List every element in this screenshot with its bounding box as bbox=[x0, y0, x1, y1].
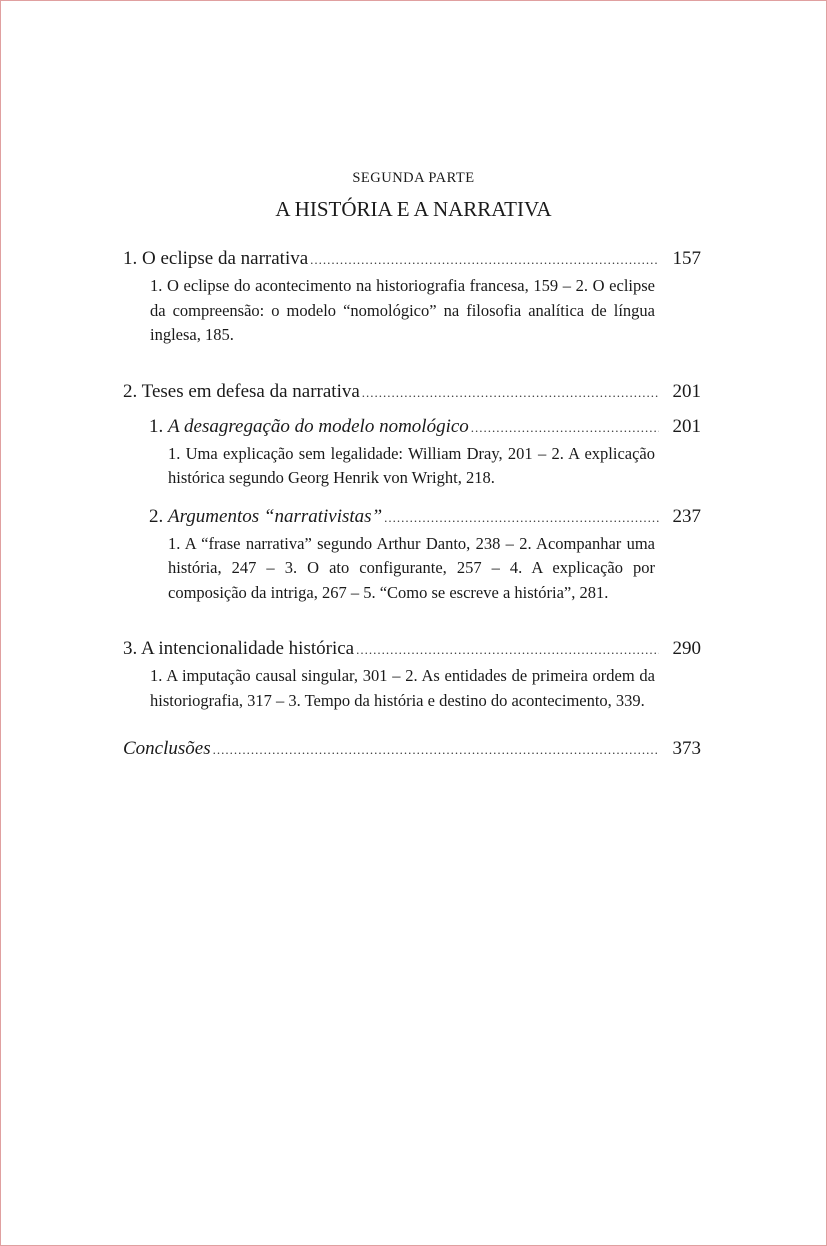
section-2-1-heading: 1. A desagregação do modelo nomológico bbox=[149, 415, 469, 437]
chapter-3-title: A intencionalidade histórica bbox=[140, 638, 355, 659]
dot-leader bbox=[310, 246, 658, 274]
part-title: A HISTÓRIA E A NARRATIVA bbox=[275, 197, 552, 221]
chapter-1-page: 157 bbox=[672, 248, 701, 269]
toc-chapter-3 bbox=[123, 635, 701, 713]
section-2-2-heading: 2. Argumentos “narrativistas” bbox=[149, 505, 383, 527]
toc-chapter-2 bbox=[123, 378, 701, 407]
table-of-contents bbox=[123, 245, 701, 764]
chapter-2-title: Teses em defesa da narrativa bbox=[141, 380, 360, 402]
chapter-1-description: 1. O eclipse do acontecimento na historiografia francesa, 159 – 2. O eclipse da compreensão: o modelo “nomológico” na filosofia analítica de língua inglesa, 185. bbox=[150, 276, 655, 344]
toc-conclusions bbox=[123, 735, 701, 764]
chapter-3-heading: 3. A intencionalidade histórica bbox=[123, 638, 355, 659]
dot-leader bbox=[356, 636, 658, 664]
chapter-2-page: 201 bbox=[672, 380, 701, 402]
toc-chapter-1 bbox=[123, 245, 701, 348]
chapter-3-page: 290 bbox=[672, 638, 701, 659]
section-2-2-description: 1. A “frase narrativa” segundo Arthur Danto, 238 – 2. Acompanhar uma história, 247 – 3. O ato configurante, 257 – 4. A explicação por composição da intriga, 267 – 5. “Como se escreve a história”, 281. bbox=[168, 533, 655, 602]
dot-leader bbox=[213, 736, 659, 764]
conclusions-page: 373 bbox=[672, 738, 701, 759]
section-2-2-title: Argumentos “narrativistas” bbox=[168, 505, 383, 527]
chapter-2-heading: 2. Teses em defesa da narrativa bbox=[123, 380, 360, 402]
section-2-1-page: 201 bbox=[672, 415, 701, 437]
section-2-1-title: A desagregação do modelo nomológico bbox=[168, 415, 469, 437]
toc-section-2-2 bbox=[149, 503, 701, 606]
part-label: SEGUNDA PARTE bbox=[352, 170, 475, 186]
dot-leader bbox=[471, 414, 659, 442]
chapter-1-title: O eclipse da narrativa bbox=[142, 248, 309, 269]
chapter-1-heading: 1. O eclipse da narrativa bbox=[123, 248, 309, 269]
conclusions-title: Conclusões bbox=[123, 738, 211, 759]
section-2-2-page: 237 bbox=[672, 505, 701, 527]
section-2-1-description: 1. Uma explicação sem legalidade: William Dray, 201 – 2. A explicação histórica segundo Georg Henrik von Wright, 218. bbox=[168, 443, 655, 487]
dot-leader bbox=[384, 504, 658, 532]
toc-section-2-1 bbox=[149, 413, 701, 491]
dot-leader bbox=[362, 379, 659, 407]
chapter-3-description: 1. A imputação causal singular, 301 – 2. As entidades de primeira ordem da historiografia, 317 – 3. Tempo da história e destino do acontecimento, 339. bbox=[150, 666, 655, 710]
